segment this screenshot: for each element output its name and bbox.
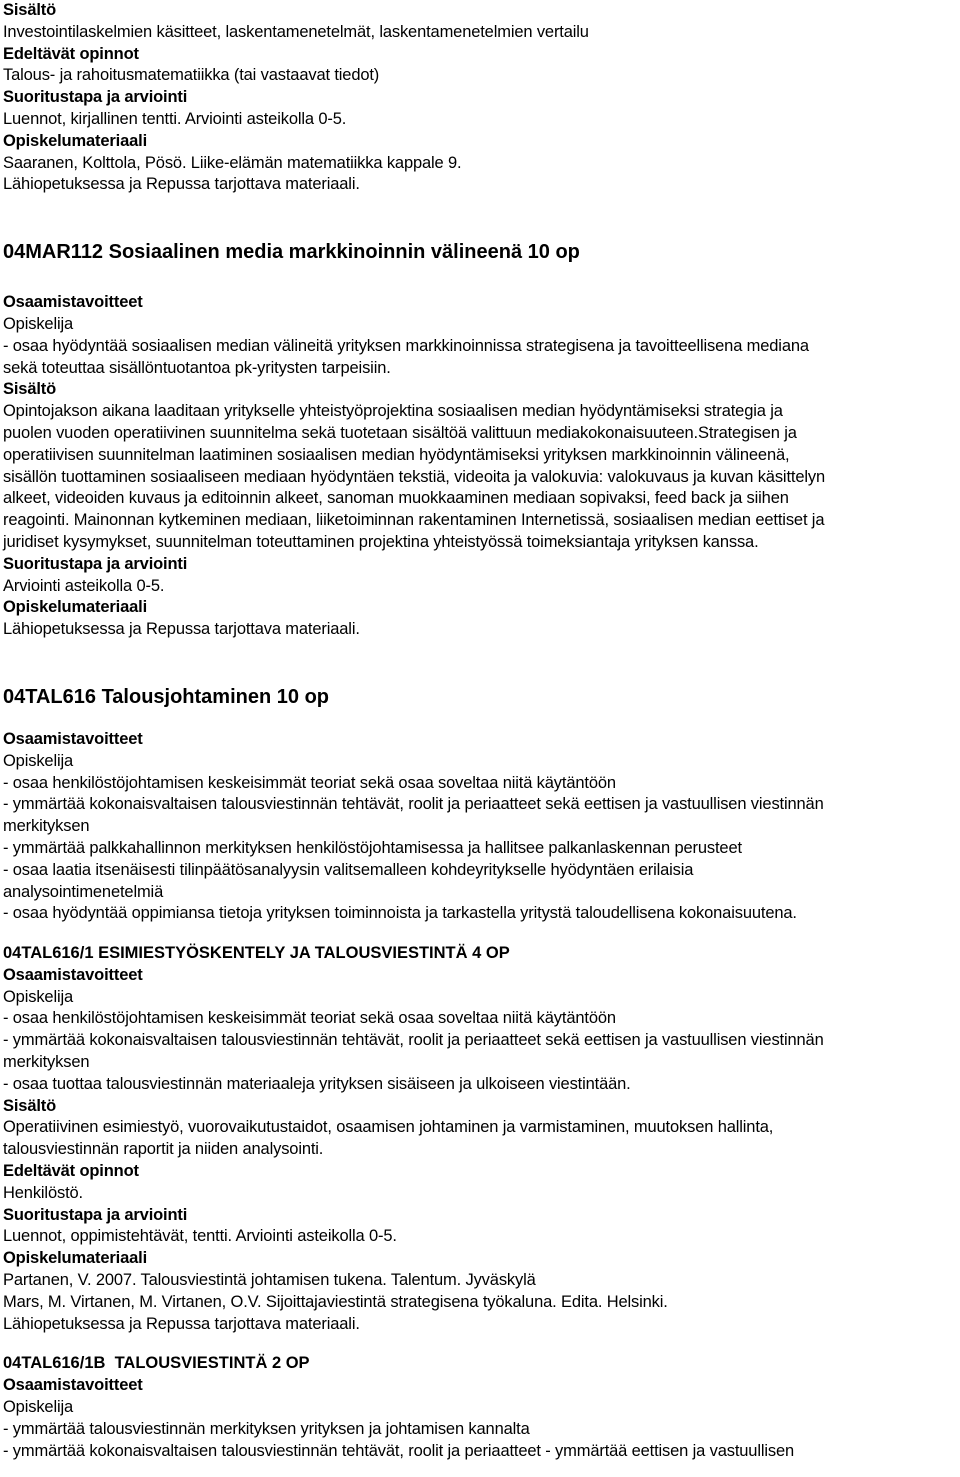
- goal-line: - osaa tuottaa talousviestinnän materiaaleja yrityksen sisäiseen ja ulkoiseen viestintään.: [3, 1074, 631, 1093]
- edeltavat-text: Henkilöstö.: [3, 1183, 83, 1202]
- sisalto-line: puolen vuoden operatiivinen suunnitelma sekä tuotetaan sisältöä valittuun mediakokonaisuuteen.Strategisen ja: [3, 423, 797, 442]
- goal-line: merkityksen: [3, 1053, 90, 1072]
- opiskelija-label: Opiskelija: [3, 314, 74, 333]
- sisalto-line: Operatiivinen esimiestyö, vuorovaikutustaidot, osaamisen johtaminen ja varmistaminen, muutoksen hallinta,: [3, 1118, 774, 1137]
- sisalto-line: operatiivisen suunnitelman laatiminen sosiaalisen median hyödyntämiseksi yrityksen markkinoinnin välineenä,: [3, 445, 790, 464]
- course-title: 04MAR112 Sosiaalinen media markkinoinnin välineenä 10 op: [3, 241, 580, 264]
- osaamistavoitteet-label: Osaamistavoitteet: [3, 1376, 143, 1395]
- sisalto-line: alkeet, videoiden kuvaus ja editoinnin alkeet, sanoman muokkaaminen mediaan sopivaksi, feed back ja siihen: [3, 489, 789, 508]
- goal-line: - osaa hyödyntää sosiaalisen median välineitä yrityksen markkinoinnissa strategisena ja tavoitteellisena mediana: [3, 336, 809, 355]
- goal-line: - osaa laatia itsenäisesti tilinpäätösanalyysin valitsemalleen kohdeyritykselle hyödyntäen erilaisia: [3, 860, 694, 879]
- suoritus-text: Arviointi asteikolla 0-5.: [3, 576, 165, 595]
- sisalto-label: Sisältö: [3, 1, 57, 19]
- edeltavat-label: Edeltävät opinnot: [3, 44, 139, 63]
- course-section-mar112: [3, 240, 959, 641]
- goal-line: sekä toteuttaa sisällöntuotantoa pk-yritysten tarpeisiin.: [3, 358, 391, 377]
- suoritus-label: Suoritustapa ja arviointi: [3, 88, 188, 107]
- goal-line: - ymmärtää kokonaisvaltaisen talousviestinnän tehtävät, roolit ja periaatteet sekä eettisen ja vastuullisen viestinnän: [3, 795, 824, 814]
- sisalto-label: Sisältö: [3, 1096, 57, 1115]
- document-page: [3, 0, 959, 1462]
- course-title: 04TAL616 Talousjohtaminen 10 op: [3, 685, 329, 708]
- course-section-tal616: [3, 685, 959, 925]
- edeltavat-label: Edeltävät opinnot: [3, 1162, 139, 1181]
- sisalto-line: juridiset kysymykset, suunnitelman toteuttaminen projektina yhteistyössä toimeksiantaja yrityksen kanssa.: [3, 532, 759, 551]
- materiaali-line: Mars, M. Virtanen, M. Virtanen, O.V. Sijoittajaviestintä strategisena työkaluna. Edita. Helsinki.: [3, 1292, 668, 1311]
- goal-line: - ymmärtää kokonaisvaltaisen talousviestinnän tehtävät, roolit ja periaatteet sekä eettisen ja vastuullisen viestinnän: [3, 1031, 824, 1050]
- materiaali-line: Lähiopetuksessa ja Repussa tarjottava materiaali.: [3, 175, 360, 194]
- materiaali-line: Partanen, V. 2007. Talousviestintä johtamisen tukena. Talentum. Jyväskylä: [3, 1271, 536, 1290]
- course-title: 04TAL616/1 ESIMIESTYÖSKENTELY JA TALOUSVIESTINTÄ 4 OP: [3, 944, 510, 963]
- goal-line: - osaa hyödyntää oppimiansa tietoja yrityksen toiminnoista ja tarkastella yritystä taloudellisena kokonaisuutena.: [3, 904, 797, 923]
- goal-line: - ymmärtää kokonaisvaltaisen talousviestinnän tehtävät, roolit ja periaatteet - ymmärtää eettisen ja vastuullisen: [3, 1441, 795, 1460]
- course-title: 04TAL616/1B TALOUSVIESTINTÄ 2 OP: [3, 1354, 310, 1373]
- opiskelija-label: Opiskelija: [3, 987, 74, 1006]
- materiaali-line: Lähiopetuksessa ja Repussa tarjottava materiaali.: [3, 1314, 360, 1333]
- suoritus-text: Luennot, kirjallinen tentti. Arviointi asteikolla 0-5.: [3, 109, 347, 128]
- course-section-prev: [3, 0, 959, 196]
- edeltavat-text: Talous- ja rahoitusmatematiikka (tai vastaavat tiedot): [3, 66, 380, 85]
- osaamistavoitteet-label: Osaamistavoitteet: [3, 729, 143, 748]
- materiaali-text: Lähiopetuksessa ja Repussa tarjottava materiaali.: [3, 620, 360, 639]
- sisalto-line: Opintojakson aikana laaditaan yritykselle yhteistyöprojektina sosiaalisen median hyödyntämiseksi strategia ja: [3, 402, 783, 421]
- osaamistavoitteet-label: Osaamistavoitteet: [3, 293, 143, 312]
- opiskelija-label: Opiskelija: [3, 1398, 74, 1417]
- course-section-tal616-1: [3, 943, 959, 1335]
- sisalto-text: Investointilaskelmien käsitteet, laskentamenetelmät, laskentamenetelmien vertailu: [3, 22, 589, 41]
- materiaali-label: Opiskelumateriaali: [3, 598, 148, 617]
- materiaali-label: Opiskelumateriaali: [3, 131, 148, 150]
- course-section-tal616-1b: [3, 1353, 959, 1462]
- suoritus-label: Suoritustapa ja arviointi: [3, 1205, 188, 1224]
- suoritus-label: Suoritustapa ja arviointi: [3, 554, 188, 573]
- sisalto-line: talousviestinnän raportit ja niiden analysointi.: [3, 1140, 324, 1159]
- sisalto-line: reagointi. Mainonnan kytkeminen mediaan, liiketoiminnan rakentaminen Internetissä, sosiaalisen median eettiset ja: [3, 511, 825, 530]
- sisalto-label: Sisältö: [3, 380, 57, 399]
- materiaali-line: Saaranen, Kolttola, Pösö. Liike-elämän matematiikka kappale 9.: [3, 153, 462, 172]
- goal-line: - ymmärtää talousviestinnän merkityksen yrityksen ja johtamisen kannalta: [3, 1419, 530, 1438]
- goal-line: merkityksen: [3, 817, 90, 836]
- sisalto-line: sisällön tuottaminen sosiaaliseen mediaan hyödyntäen tekstiä, videoita ja valokuvia: valokuvaus ja kuvan käsittelyn: [3, 467, 825, 486]
- goal-line: - ymmärtää palkkahallinnon merkityksen henkilöstöjohtamisessa ja hallitsee palkanlaskennan perusteet: [3, 838, 742, 857]
- materiaali-label: Opiskelumateriaali: [3, 1249, 148, 1268]
- osaamistavoitteet-label: Osaamistavoitteet: [3, 965, 143, 984]
- goal-line: analysointimenetelmiä: [3, 882, 164, 901]
- opiskelija-label: Opiskelija: [3, 751, 74, 770]
- goal-line: - osaa henkilöstöjohtamisen keskeisimmät teoriat sekä osaa soveltaa niitä käytäntöön: [3, 773, 616, 792]
- suoritus-text: Luennot, oppimistehtävät, tentti. Arviointi asteikolla 0-5.: [3, 1227, 397, 1246]
- goal-line: - osaa henkilöstöjohtamisen keskeisimmät teoriat sekä osaa soveltaa niitä käytäntöön: [3, 1009, 616, 1028]
